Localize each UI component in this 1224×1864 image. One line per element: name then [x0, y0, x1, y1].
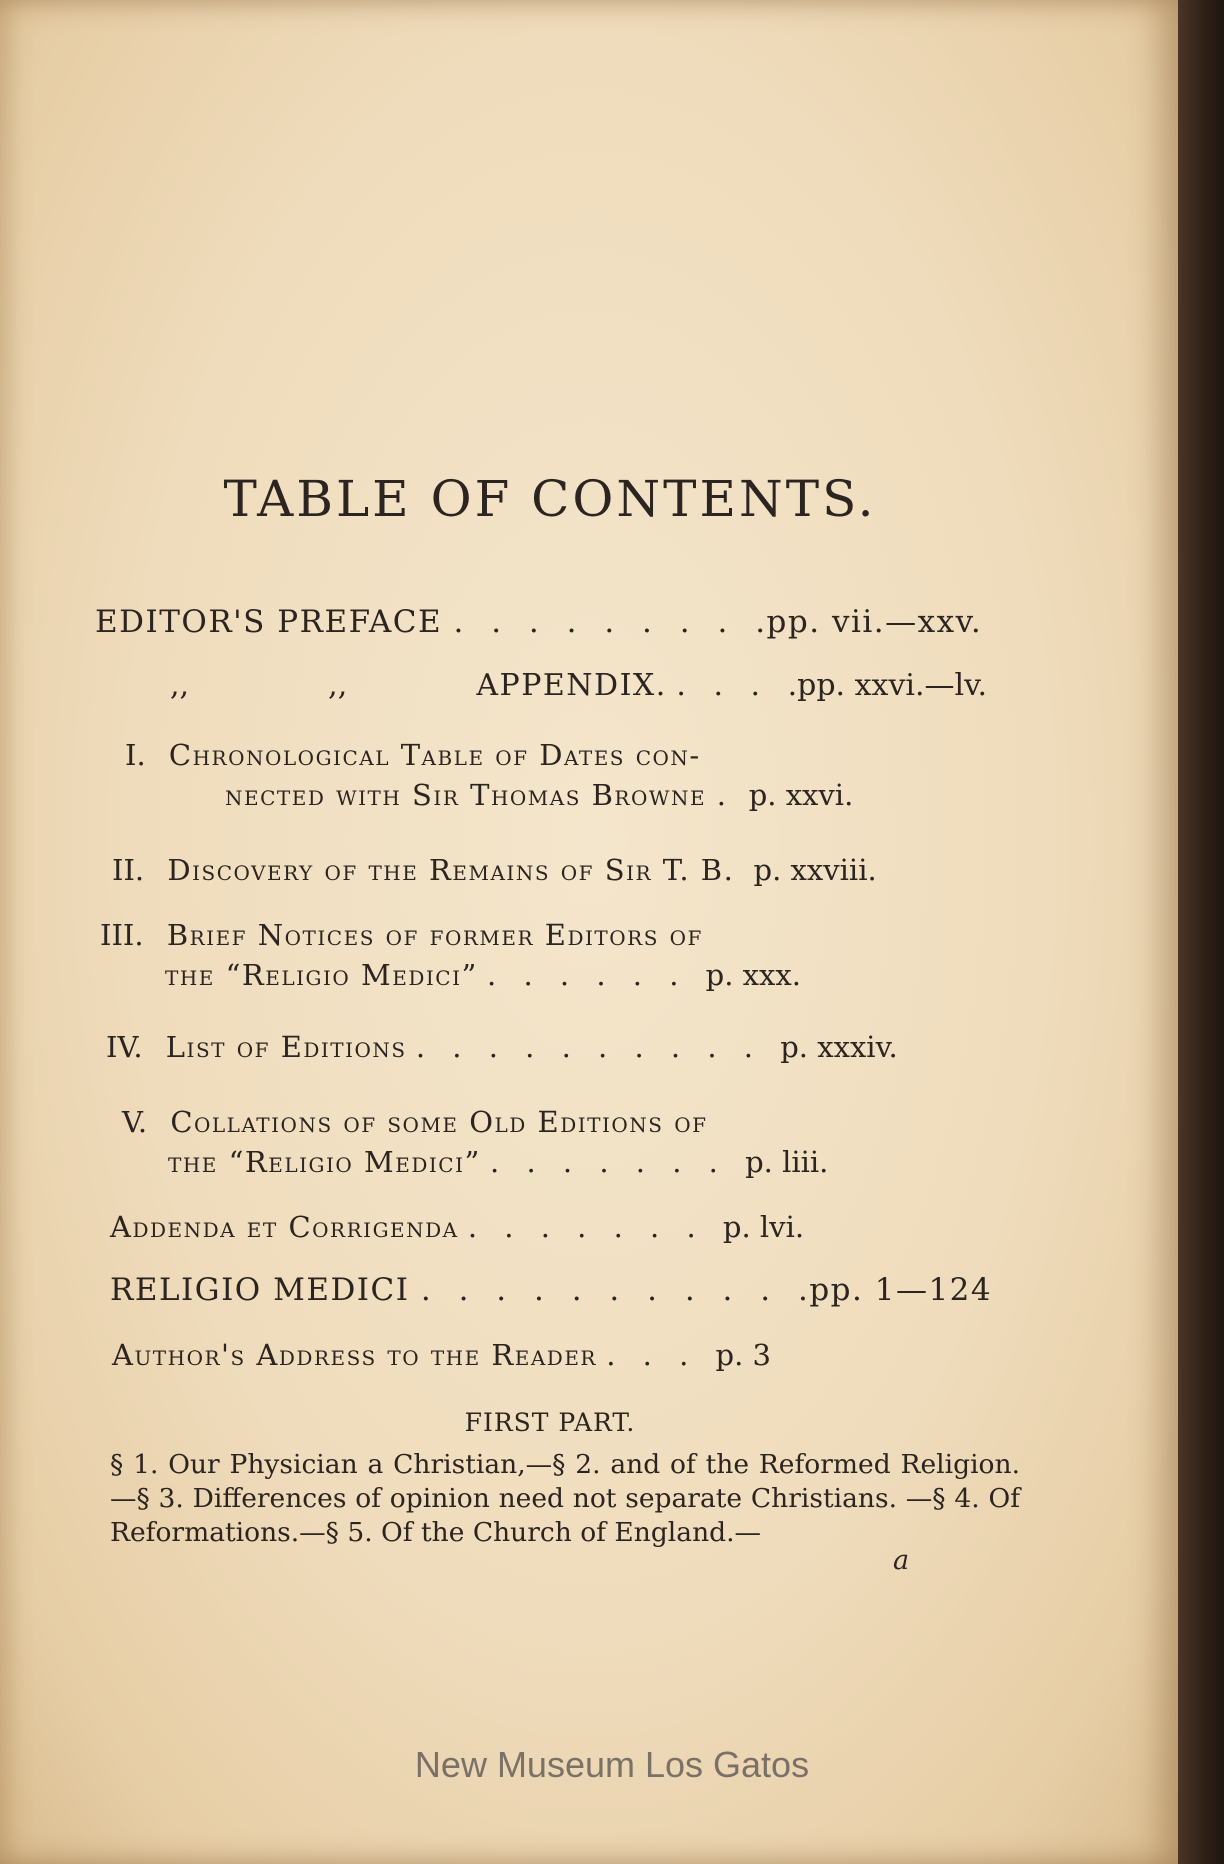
entry-label: RELIGIO MEDICI — [110, 1272, 410, 1308]
entry-pages: p. liii. — [745, 1145, 829, 1179]
entry-numeral: III. — [100, 918, 144, 952]
entry-pages: .pp. xxvi.—lv. — [787, 668, 988, 703]
entry-label: Collations of some Old Editions of — [170, 1105, 708, 1139]
entry-pages: .pp. vii.—xxv. — [755, 604, 983, 640]
entry-label: Author's Address to the Reader — [112, 1338, 597, 1372]
entry-label: APPENDIX. — [476, 668, 667, 703]
toc-entry-ii — [112, 853, 877, 887]
leader-dots: . . . — [676, 668, 788, 703]
toc-entry-iv — [106, 1030, 898, 1064]
entry-label: Brief Notices of former Editors of — [166, 918, 703, 952]
ditto-mark: ,, — [170, 668, 190, 703]
entry-pages: p. 3 — [715, 1338, 771, 1372]
entry-label: the “Religio Medici” — [165, 958, 478, 992]
entry-numeral: II. — [112, 853, 145, 887]
toc-entry-iii-continued — [165, 958, 801, 992]
book-binding-edge — [1178, 0, 1224, 1864]
first-part-summary: § 1. Our Physician a Christian,—§ 2. and of the Reformed Religion.—§ 3. Differences of opinion need not separate Christians. —§ 4. Of Reformations.—§ 5. Of the Church of England.— — [110, 1449, 1020, 1548]
leader-dots: . . . . . . . — [467, 1210, 723, 1244]
entry-numeral: V. — [122, 1105, 148, 1139]
entry-label: Addenda et Corrigenda — [110, 1210, 459, 1244]
toc-entry-i — [125, 738, 701, 772]
entry-pages: p. xxxiv. — [780, 1030, 898, 1064]
toc-entry-authors-address — [112, 1338, 771, 1372]
leader-dots: . . . . . . — [487, 958, 706, 992]
entry-label: EDITOR'S PREFACE — [95, 604, 443, 640]
toc-entry-religio-medici — [110, 1272, 992, 1308]
watermark: New Museum Los Gatos — [414, 1744, 810, 1785]
entry-pages: p. xxviii. — [753, 853, 877, 887]
entry-label: List of Editions — [165, 1030, 407, 1064]
toc-entry-v-continued — [168, 1145, 828, 1179]
entry-label: the “Religio Medici” — [168, 1145, 481, 1179]
entry-numeral: I. — [125, 738, 146, 772]
entry-pages: p. xxvi. — [748, 778, 854, 812]
toc-entry-appendix — [170, 668, 987, 703]
section-heading-first-part: FIRST PART. — [464, 1408, 636, 1437]
toc-entry-i-continued — [225, 778, 853, 812]
toc-entry-iii — [100, 918, 703, 952]
entry-pages: .pp. 1—124 — [797, 1272, 993, 1308]
leader-dots: . . . . . . . . . . — [420, 1272, 798, 1308]
leader-dots: . . . . . . . — [490, 1145, 746, 1179]
entry-label: Chronological Table of Dates con- — [168, 738, 701, 772]
ditto-mark: ,, — [328, 668, 348, 703]
toc-entry-editors-preface — [95, 604, 982, 640]
leader-dots: . . . — [606, 1338, 716, 1372]
entry-label: nected with Sir Thomas Browne . — [225, 778, 728, 812]
toc-entry-addenda — [110, 1210, 804, 1244]
toc-entry-v — [122, 1105, 708, 1139]
leader-dots: . . . . . . . . — [453, 604, 756, 640]
entry-label: Discovery of the Remains of Sir T. B. — [167, 853, 735, 887]
entry-pages: p. xxx. — [705, 958, 801, 992]
signature-mark: a — [893, 1545, 910, 1576]
entry-pages: p. lvi. — [722, 1210, 805, 1244]
leader-dots: . . . . . . . . . . — [415, 1030, 781, 1064]
page-title: TABLE OF CONTENTS. — [223, 470, 877, 528]
entry-numeral: IV. — [106, 1030, 143, 1064]
